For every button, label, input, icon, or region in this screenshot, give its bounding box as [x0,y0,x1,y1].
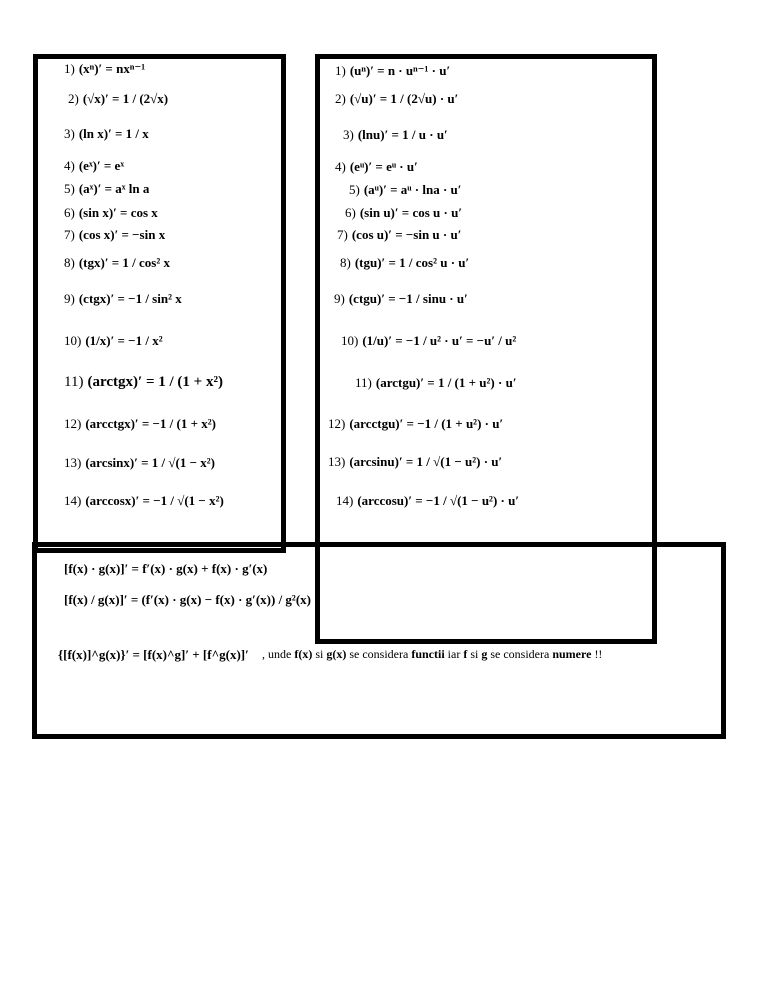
right-formula-1: 1) (uⁿ)′ = n · uⁿ⁻¹ · u′ [335,63,451,78]
right-formula-7: 7) (cos u)′ = −sin u · u′ [337,227,462,242]
right-formula-9: 9) (ctgu)′ = −1 / sinu · u′ [334,291,468,306]
left-formula-11: 11) (arctgx)′ = 1 / (1 + x²) [64,374,223,390]
left-formula-8: 8) (tgx)′ = 1 / cos² x [64,255,170,270]
right-formula-14: 14) (arccosu)′ = −1 / √(1 − u²) · u′ [336,493,519,508]
right-formula-3: 3) (lnu)′ = 1 / u · u′ [343,127,448,142]
left-formula-10: 10) (1/x)′ = −1 / x² [64,333,163,348]
left-formula-3: 3) (ln x)′ = 1 / x [64,126,149,141]
right-formula-4: 4) (eᵘ)′ = eᵘ · u′ [335,159,418,174]
right-formula-11: 11) (arctgu)′ = 1 / (1 + u²) · u′ [355,375,517,390]
left-formula-13: 13) (arcsinx)′ = 1 / √(1 − x²) [64,455,215,470]
left-formula-5: 5) (aˣ)′ = aˣ ln a [64,181,150,196]
product-rule: [f(x) · g(x)]′ = f′(x) · g(x) + f(x) · g′(x) [64,561,268,576]
quotient-rule: [f(x) / g(x)]′ = (f′(x) · g(x) − f(x) · g′(x)) / g²(x) [64,592,311,607]
right-formula-10: 10) (1/u)′ = −1 / u² · u′ = −u′ / u² [341,333,517,348]
right-formula-12: 12) (arcctgu)′ = −1 / (1 + u²) · u′ [328,416,504,431]
left-formula-7: 7) (cos x)′ = −sin x [64,227,166,242]
right-formula-2: 2) (√u)′ = 1 / (2√u) · u′ [335,91,459,106]
right-formula-5: 5) (aᵘ)′ = aᵘ · lna · u′ [349,182,462,197]
right-formula-13: 13) (arcsinu)′ = 1 / √(1 − u²) · u′ [328,454,503,469]
left-formula-2: 2) (√x)′ = 1 / (2√x) [68,91,169,106]
left-formula-6: 6) (sin x)′ = cos x [64,205,158,220]
right-formula-8: 8) (tgu)′ = 1 / cos² u · u′ [340,255,470,270]
left-formula-14: 14) (arccosx)′ = −1 / √(1 − x²) [64,493,224,508]
right-formula-6: 6) (sin u)′ = cos u · u′ [345,205,462,220]
left-formula-4: 4) (eˣ)′ = eˣ [64,158,125,173]
left-formula-9: 9) (ctgx)′ = −1 / sin² x [64,291,182,306]
power-rule: {[f(x)]^g(x)}′ = [f(x)^g]′ + [f^g(x)]′ [58,647,249,662]
left-formula-1: 1) (xⁿ)′ = nxⁿ⁻¹ [64,61,146,76]
power-rule-note: , unde f(x) si g(x) se considera functii iar f si g se considera numere !! [262,647,603,661]
left-formula-12: 12) (arcctgx)′ = −1 / (1 + x²) [64,416,216,431]
